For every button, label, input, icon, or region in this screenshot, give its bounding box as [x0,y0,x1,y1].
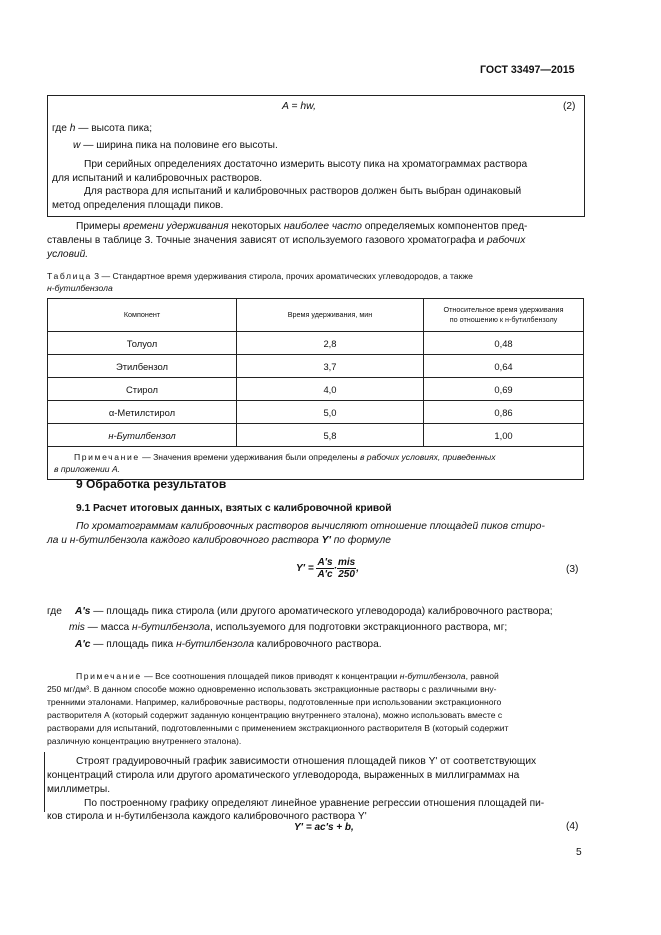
s91-text: по формуле [330,535,391,546]
table-label: Таблица [47,271,92,281]
table-row [48,355,584,378]
cell-component: α-Метилстирол [48,401,237,424]
note2-line1 [76,670,499,682]
intro-text: ставлены в таблице 3. Точные значения зависят от используемого газового хроматографа и [47,235,487,246]
note2-line2: 250 мг/дм³. В данном способе можно одновременно использовать экстракционные растворы с различными вну- [47,684,497,694]
col-header-relative [424,299,584,332]
intro-line3: условий. [47,249,89,260]
table-header-row [48,299,584,332]
intro-line1 [76,220,527,234]
intro-line2 [47,234,525,248]
where-w [73,139,278,153]
col-header-time: Время удерживания, мин [237,299,424,332]
box-para1-line2: для испытаний и калибровочных растворов. [52,173,263,184]
cell-component: н-Бутилбензол [48,424,237,447]
cell-component: Этилбензол [48,355,237,378]
intro-italic: рабочих [486,235,526,246]
table3 [47,298,584,480]
where-italic: н-бутилбензола [132,622,211,633]
note-italic: н-бутилбензола [399,671,466,681]
where-h-text: — высота пика; [75,123,153,134]
note-label: Примечание [76,671,142,681]
note-text: — Значения времени удерживания были определены [139,452,360,462]
note2-line4: растворителя А (который содержит заданную концентрацию внутреннего эталона), можно использовать вместе с [47,710,503,720]
var-w: w [73,140,81,151]
table-note [48,447,584,480]
intro-text: определяемых компонентов пред- [361,221,528,232]
formula-3-number: (3) [566,564,579,575]
s91-line1: По хроматограммам калибровочных растворов вычисляют отношение площадей пиков стиро- [76,521,545,532]
col-header-component: Компонент [48,299,237,332]
cell-rel: 0,86 [424,401,584,424]
where-item-1 [75,605,553,619]
note2-line6: различную концентрацию внутреннего эталона). [47,736,242,746]
note2-line5: растворами для испытаний, подготовленными с применением экстракционного растворителя В (который содержит [47,723,509,733]
table-note-row [48,447,584,480]
cell-rel: 0,64 [424,355,584,378]
where-prefix: где [52,123,70,134]
change-bar [44,752,45,812]
final-p1-line2: концентраций стирола или другого ароматического углеводорода, выраженных в миллиграммах на [47,770,520,781]
formula-4-number: (4) [566,821,579,832]
var-as: A's [75,606,91,617]
box-para2-line2: метод определения площади пиков. [52,200,224,211]
where-item-2 [69,621,507,635]
final-p2-line1: По построенному графику определяют линейное уравнение регрессии отношения площадей пи- [84,798,545,809]
cell-time: 4,0 [237,378,424,401]
where-text: — площадь пика стирола (или другого ароматического углеводорода) калибровочного раствора; [90,606,553,617]
intro-text: некоторых [228,221,284,232]
var-mis: mis [69,622,85,633]
cell-rel: 0,48 [424,332,584,355]
s91-line2 [47,534,391,548]
frac-num: mis [337,557,356,568]
cell-time: 5,8 [237,424,424,447]
frac-num: A's [317,557,333,568]
note2-line3: тренними эталонами. Например, калибровочные растворы, подготовленные при использовании экстракционного [47,697,502,707]
header-rel-line1: Относительное время удерживания [443,305,564,314]
cell-rel: 1,00 [424,424,584,447]
fraction-mass [337,557,356,580]
final-p1-line1: Строят градуировочный график зависимости отношения площадей пиков Y' от соответствующих [76,756,537,767]
table-row [48,424,584,447]
formula-lhs: Y' = [296,563,314,574]
note-text: , равной [465,671,499,681]
table3-caption [47,270,473,282]
intro-text: Примеры [76,221,124,232]
where-text: — масса [84,622,133,633]
subsection-heading: 9.1 Расчет итоговых данных, взятых с калибровочной кривой [76,503,392,514]
where-item-3 [75,638,382,652]
fraction-areas [316,557,333,580]
intro-italic: времени удерживания [123,221,229,232]
formula-2: A = hw, [282,101,316,112]
cell-component: Толуол [48,332,237,355]
formula-3: Y' = $\frac{A's}{A'c}$ · $\frac{\text{mis}}{250}$ , [296,557,359,580]
section-heading: 9 Обработка результатов [76,477,227,491]
header-rel-line2: по отношению к н-бутилбензолу [449,315,558,324]
table3-caption-line2: н-бутилбензола [47,283,113,293]
formula-4: Y' = ac's + b, [294,822,354,833]
table-row [48,332,584,355]
final-p2-line2: ков стирола и н-бутилбензола каждого калибровочного раствора Y' [47,811,367,822]
document-code: ГОСТ 33497—2015 [480,64,575,76]
formula-2-number: (2) [563,101,576,112]
where-text: — площадь пика [90,639,177,650]
box-para2-line1: Для раствора для испытаний и калибровочных растворов должен быть выбран одинаковый [84,186,522,197]
note-italic: в приложении А. [54,464,121,474]
where-w-text: — ширина пика на половине его высоты. [80,140,278,151]
var-ac: A'c [75,639,91,650]
s91-text: ла и н-бутилбензола каждого калибровочного раствора [47,535,322,546]
note-text: — Все соотношения площадей пиков приводят к концентрации [141,671,400,681]
frac-den: 250 [338,569,355,580]
box-para1-line1: При серийных определениях достаточно измерить высоту пика на хроматограммах раствора [84,159,528,170]
cell-time: 5,0 [237,401,424,424]
table-caption-text: 3 — Стандартное время удерживания стирола, прочих ароматических углеводородов, а также [91,271,473,281]
cell-rel: 0,69 [424,378,584,401]
where-text: калибровочного раствора. [254,639,382,650]
page-number: 5 [576,847,582,858]
cell-time: 2,8 [237,332,424,355]
where-italic: н-бутилбензола [176,639,255,650]
table-row [48,401,584,424]
cell-component: Стирол [48,378,237,401]
var-y: Y' [321,535,331,546]
cell-time: 3,7 [237,355,424,378]
var-h: h [69,123,76,134]
note-label: Примечание [74,452,140,462]
where-h [52,122,152,136]
note-italic: в рабочих условиях, приведенных [359,452,496,462]
final-p1-line3: миллиметры. [47,784,111,795]
where-label: где [47,606,62,617]
where-text: , используемого для подготовки экстракционного раствора, мг; [210,622,508,633]
intro-italic: наиболее часто [283,221,362,232]
frac-den: A'c [317,569,333,580]
table-row [48,378,584,401]
